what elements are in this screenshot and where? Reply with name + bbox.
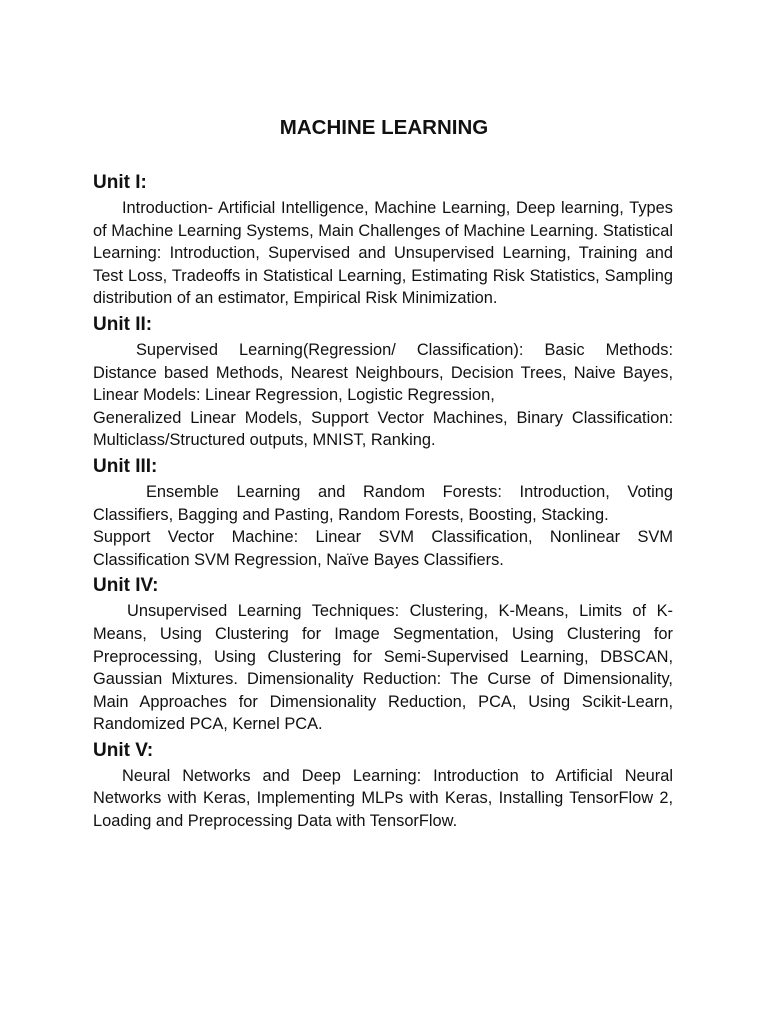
unit-2-paragraph-1: Supervised Learning(Regression/ Classification): Basic Methods: Distance based Methods, Nearest Neighbours, Decision Trees, Naive Bayes, Linear Models: Linear Regression, Logistic Regression, bbox=[93, 340, 673, 405]
unit-2-section bbox=[93, 313, 673, 452]
unit-4-heading: Unit IV: bbox=[93, 575, 159, 597]
unit-5-heading: Unit V: bbox=[93, 739, 154, 761]
unit-2-heading: Unit II: bbox=[93, 313, 153, 335]
unit-4-paragraph: Unsupervised Learning Techniques: Clustering, K-Means, Limits of K-Means, Using Clustering for Image Segmentation, Using Clustering for Preprocessing, Using Clustering for Semi-Supervised Learning, DBSCAN, Gaussian Mixtures. Dimensionality Reduction: The Curse of Dimensionality, Main Approaches for Dimensionality Reduction, PCA, Using Scikit-Learn, Randomized PCA, Kernel PCA. bbox=[93, 602, 673, 734]
unit-3-paragraph-1: Ensemble Learning and Random Forests: Introduction, Voting Classifiers, Bagging and Pasting, Random Forests, Boosting, Stacking. bbox=[93, 482, 673, 524]
unit-3-heading: Unit III: bbox=[93, 455, 158, 477]
unit-2-paragraph-2: Generalized Linear Models, Support Vector Machines, Binary Classification: Multiclass/Structured outputs, MNIST, Ranking. bbox=[93, 408, 673, 450]
syllabus-content bbox=[93, 171, 673, 833]
unit-5-section bbox=[93, 739, 673, 833]
unit-3-section bbox=[93, 455, 673, 571]
document-title: MACHINE LEARNING bbox=[279, 116, 489, 139]
unit-3-paragraph-2: Support Vector Machine: Linear SVM Classification, Nonlinear SVM Classification SVM Regression, Naïve Bayes Classifiers. bbox=[93, 528, 673, 569]
unit-1-heading: Unit I: bbox=[93, 172, 147, 193]
unit-5-paragraph: Neural Networks and Deep Learning: Introduction to Artificial Neural Networks with Keras, Implementing MLPs with Keras, Installing TensorFlow 2, Loading and Preprocessing Data with TensorFlow. bbox=[93, 766, 673, 831]
unit-1-section bbox=[93, 171, 673, 310]
unit-4-section bbox=[93, 574, 673, 736]
unit-1-paragraph: Introduction- Artificial Intelligence, Machine Learning, Deep learning, Types of Machine Learning Systems, Main Challenges of Machine Learning. Statistical Learning: Introduction, Supervised and Unsupervised Learning, Training and Test Loss, Tradeoffs in Statistical Learning, Estimating Risk Statistics, Sampling distribution of an estimator, Empirical Risk Minimization. bbox=[93, 199, 673, 308]
